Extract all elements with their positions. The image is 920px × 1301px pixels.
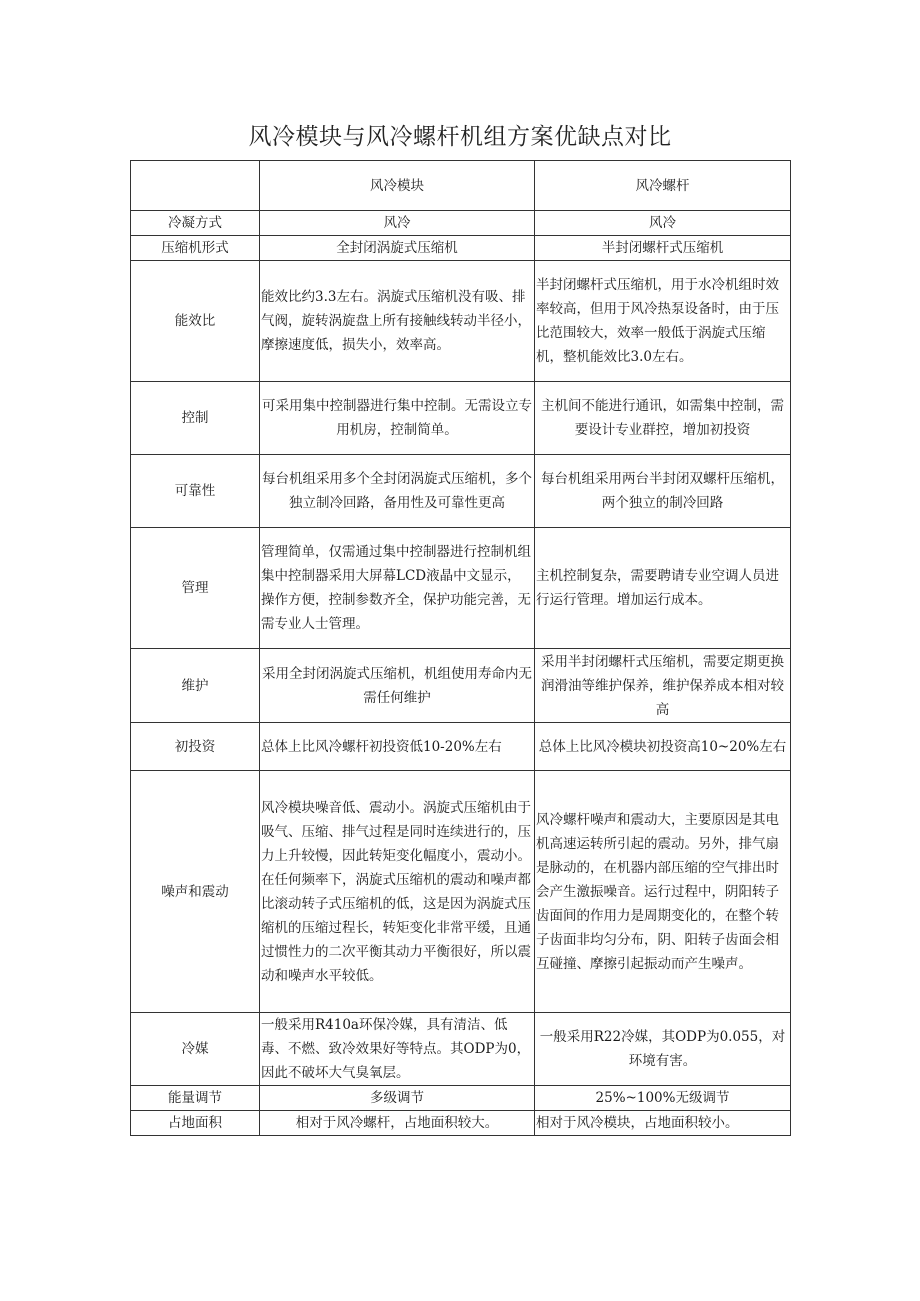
table-row (131, 382, 791, 455)
row-label: 冷媒 (131, 1013, 260, 1086)
module-cell: 全封闭涡旋式压缩机 (260, 236, 535, 261)
row-label: 冷凝方式 (131, 211, 260, 236)
row-label: 管理 (131, 528, 260, 649)
module-cell: 采用全封闭涡旋式压缩机，机组使用寿命内无需任何维护 (260, 649, 535, 723)
table-header-row (131, 161, 791, 211)
module-cell: 可采用集中控制器进行集中控制。无需设立专用机房，控制简单。 (260, 382, 535, 455)
table-row (131, 236, 791, 261)
screw-cell: 每台机组采用两台半封闭双螺杆压缩机，两个独立的制冷回路 (535, 455, 791, 528)
row-label: 可靠性 (131, 455, 260, 528)
module-cell: 多级调节 (260, 1086, 535, 1111)
table-row (131, 528, 791, 649)
screw-cell: 风冷 (535, 211, 791, 236)
module-cell: 总体上比风冷螺杆初投资低10-20%左右 (260, 723, 535, 771)
row-label: 维护 (131, 649, 260, 723)
screw-cell: 风冷螺杆噪声和震动大，主要原因是其电机高速运转所引起的震动。另外，排气扇是脉动的，在机器内部压缩的空气排出时会产生激振噪音。运行过程中，阴阳转子齿面间的作用力是周期变化的，在整个转子齿面非均匀分布，阴、阳转子齿面会相互碰撞、摩擦引起振动而产生噪声。 (535, 771, 791, 1013)
table-row (131, 771, 791, 1013)
row-label: 占地面积 (131, 1111, 260, 1136)
module-cell: 相对于风冷螺杆，占地面积较大。 (260, 1111, 535, 1136)
document-title: 风冷模块与风冷螺杆机组方案优缺点对比 (248, 124, 672, 150)
module-cell: 管理简单，仅需通过集中控制器进行控制机组集中控制器采用大屏幕LCD液晶中文显示，操作方便，控制参数齐全，保护功能完善，无需专业人士管理。 (260, 528, 535, 649)
module-cell: 每台机组采用多个全封闭涡旋式压缩机，多个独立制冷回路，备用性及可靠性更高 (260, 455, 535, 528)
table-row (131, 1013, 791, 1086)
table-row (131, 1086, 791, 1111)
screw-cell: 半封闭螺杆式压缩机 (535, 236, 791, 261)
module-cell: 风冷模块噪音低、震动小。涡旋式压缩机由于吸气、压缩、排气过程是同时连续进行的，压力上升较慢，因此转矩变化幅度小，震动小。在任何频率下，涡旋式压缩机的震动和噪声都比滚动转子式压缩机的低，这是因为涡旋式压缩机的压缩过程长，转矩变化非常平缓，且通过惯性力的二次平衡其动力平衡很好，所以震动和噪声水平较低。 (260, 771, 535, 1013)
header-air-cooled-module: 风冷模块 (260, 161, 535, 211)
comparison-table (130, 160, 791, 1136)
screw-cell: 主机控制复杂，需要聘请专业空调人员进行运行管理。增加运行成本。 (535, 528, 791, 649)
table-row (131, 455, 791, 528)
row-label: 控制 (131, 382, 260, 455)
row-label: 压缩机形式 (131, 236, 260, 261)
header-blank-cell (131, 161, 260, 211)
table-row (131, 261, 791, 382)
header-air-cooled-screw: 风冷螺杆 (535, 161, 791, 211)
table-row (131, 1111, 791, 1136)
row-label: 噪声和震动 (131, 771, 260, 1013)
screw-cell: 采用半封闭螺杆式压缩机，需要定期更换润滑油等维护保养，维护保养成本相对较高 (535, 649, 791, 723)
module-cell: 一般采用R410a环保冷媒，具有清洁、低毒、不燃、致冷效果好等特点。其ODP为0，因此不破坏大气臭氧层。 (260, 1013, 535, 1086)
screw-cell: 一般采用R22冷媒，其ODP为0.055，对环境有害。 (535, 1013, 791, 1086)
screw-cell: 半封闭螺杆式压缩机，用于水冷机组时效率较高，但用于风冷热泵设备时，由于压比范围较大，效率一般低于涡旋式压缩机，整机能效比3.0左右。 (535, 261, 791, 382)
row-label: 能效比 (131, 261, 260, 382)
screw-cell: 主机间不能进行通讯，如需集中控制，需要设计专业群控，增加初投资 (535, 382, 791, 455)
screw-cell: 相对于风冷模块，占地面积较小。 (535, 1111, 791, 1136)
table-row (131, 211, 791, 236)
screw-cell: 总体上比风冷模块初投资高10~20%左右 (535, 723, 791, 771)
table-row (131, 649, 791, 723)
module-cell: 能效比约3.3左右。涡旋式压缩机没有吸、排气阀，旋转涡旋盘上所有接触线转动半径小，摩擦速度低，损失小，效率高。 (260, 261, 535, 382)
row-label: 能量调节 (131, 1086, 260, 1111)
screw-cell: 25%~100%无级调节 (535, 1086, 791, 1111)
row-label: 初投资 (131, 723, 260, 771)
module-cell: 风冷 (260, 211, 535, 236)
table-row (131, 723, 791, 771)
